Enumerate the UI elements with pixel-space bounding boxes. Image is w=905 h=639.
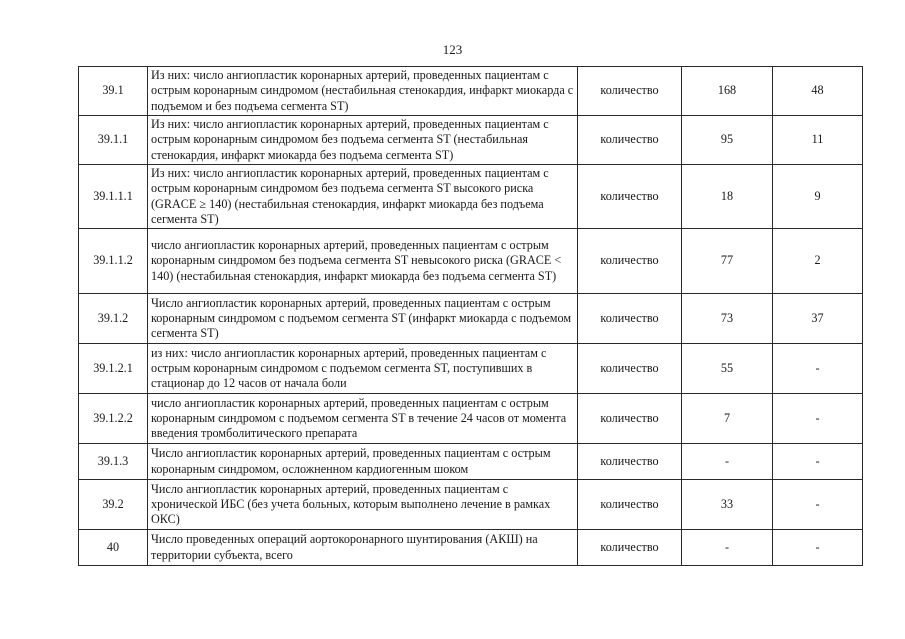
row-description: Число ангиопластик коронарных артерий, проведенных пациентам с острым коронарным синдромом с подъемом сегмента ST (инфаркт миокарда с подъемом сегмента ST)	[148, 294, 578, 344]
row-description: Число ангиопластик коронарных артерий, проведенных пациентам с острым коронарным синдромом, осложненном кардиогенным шоком	[148, 444, 578, 480]
row-value-1: -	[682, 530, 773, 566]
row-description: Из них: число ангиопластик коронарных артерий, проведенных пациентам с острым коронарным синдромом без подъема сегмента ST (нестабильная стенокардия, инфаркт миокарда без подъема сегмента ST)	[148, 116, 578, 165]
row-value-2: -	[773, 530, 863, 566]
table-row	[79, 530, 863, 566]
row-number: 39.1	[79, 67, 148, 116]
row-number: 39.1.1	[79, 116, 148, 165]
row-number: 39.1.2.2	[79, 394, 148, 444]
row-unit: количество	[578, 480, 682, 530]
row-value-1: 33	[682, 480, 773, 530]
row-unit: количество	[578, 444, 682, 480]
row-value-2: 9	[773, 165, 863, 229]
row-unit: количество	[578, 344, 682, 394]
row-description: Число ангиопластик коронарных артерий, проведенных пациентам с хронической ИБС (без учета больных, которым выполнено лечение в рамках ОКС)	[148, 480, 578, 530]
row-description: Из них: число ангиопластик коронарных артерий, проведенных пациентам с острым коронарным синдромом без подъема сегмента ST высокого риска (GRACE ≥ 140) (нестабильная стенокардия, инфаркт миокарда без подъема сегмента ST)	[148, 165, 578, 229]
row-unit: количество	[578, 394, 682, 444]
row-unit: количество	[578, 116, 682, 165]
table-row	[79, 444, 863, 480]
row-number: 39.2	[79, 480, 148, 530]
row-value-1: 73	[682, 294, 773, 344]
row-number: 39.1.1.1	[79, 165, 148, 229]
table-row	[79, 294, 863, 344]
row-unit: количество	[578, 165, 682, 229]
row-description: Из них: число ангиопластик коронарных артерий, проведенных пациентам с острым коронарным синдромом (нестабильная стенокардия, инфаркт миокарда с подъемом и без подъема сегмента ST)	[148, 67, 578, 116]
row-unit: количество	[578, 67, 682, 116]
row-number: 39.1.1.2	[79, 229, 148, 294]
table-row	[79, 344, 863, 394]
table-row	[79, 229, 863, 294]
row-value-2: 11	[773, 116, 863, 165]
table-row	[79, 165, 863, 229]
table-row	[79, 116, 863, 165]
row-value-2: 48	[773, 67, 863, 116]
report-table	[78, 66, 863, 566]
row-description: число ангиопластик коронарных артерий, проведенных пациентам с острым коронарным синдромом без подъема сегмента ST невысокого риска (GRACE < 140) (нестабильная стенокардия, инфаркт миокарда без подъема сегмента ST)	[148, 229, 578, 294]
table-row	[79, 67, 863, 116]
row-unit: количество	[578, 530, 682, 566]
row-number: 39.1.2	[79, 294, 148, 344]
row-value-1: 168	[682, 67, 773, 116]
row-value-2: -	[773, 344, 863, 394]
row-value-2: -	[773, 480, 863, 530]
row-value-1: -	[682, 444, 773, 480]
row-unit: количество	[578, 294, 682, 344]
table-row	[79, 394, 863, 444]
row-description: из них: число ангиопластик коронарных артерий, проведенных пациентам с острым коронарным синдромом с подъемом сегмента ST, поступивших в стационар до 12 часов от начала боли	[148, 344, 578, 394]
row-value-2: -	[773, 444, 863, 480]
row-value-2: -	[773, 394, 863, 444]
row-unit: количество	[578, 229, 682, 294]
row-number: 40	[79, 530, 148, 566]
row-value-2: 37	[773, 294, 863, 344]
table-row	[79, 480, 863, 530]
row-value-1: 18	[682, 165, 773, 229]
row-value-1: 55	[682, 344, 773, 394]
row-number: 39.1.2.1	[79, 344, 148, 394]
row-value-1: 77	[682, 229, 773, 294]
row-value-2: 2	[773, 229, 863, 294]
row-number: 39.1.3	[79, 444, 148, 480]
row-description: число ангиопластик коронарных артерий, проведенных пациентам с острым коронарным синдромом с подъемом сегмента ST в течение 24 часов от момента введения тромболитического препарата	[148, 394, 578, 444]
row-value-1: 7	[682, 394, 773, 444]
page-number: 123	[442, 42, 463, 57]
row-value-1: 95	[682, 116, 773, 165]
row-description: Число проведенных операций аортокоронарного шунтирования (АКШ) на территории субъекта, всего	[148, 530, 578, 566]
